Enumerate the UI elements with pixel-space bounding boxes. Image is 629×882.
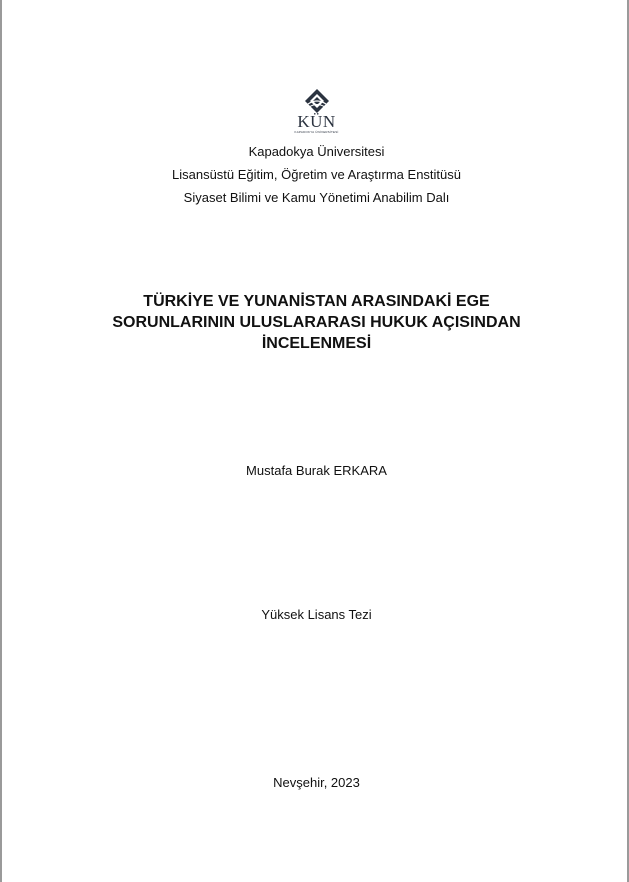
author-name: Mustafa Burak ERKARA: [246, 463, 387, 478]
institute-name: Lisansüstü Eğitim, Öğretim ve Araştırma Enstitüsü: [172, 167, 461, 182]
degree-type: Yüksek Lisans Tezi: [261, 607, 372, 622]
logo-wordmark: KÜN: [297, 112, 336, 131]
thesis-title-line: SORUNLARININ ULUSLARARASI HUKUK AÇISINDAN: [112, 314, 521, 331]
university-name: Kapadokya Üniversitesi: [248, 144, 385, 159]
university-emblem-icon: [303, 88, 331, 114]
place-date: Nevşehir, 2023: [273, 775, 360, 790]
thesis-title-line: TÜRKİYE VE YUNANİSTAN ARASINDAKİ EGE: [143, 293, 490, 310]
university-logo: [2, 88, 629, 134]
thesis-title-line: İNCELENMESİ: [261, 335, 372, 352]
logo-subtitle: KAPADOKYA ÜNİVERSİTESİ: [294, 130, 339, 134]
thesis-title: [2, 291, 629, 354]
department-name: Siyaset Bilimi ve Kamu Yönetimi Anabilim Dalı: [183, 190, 450, 205]
